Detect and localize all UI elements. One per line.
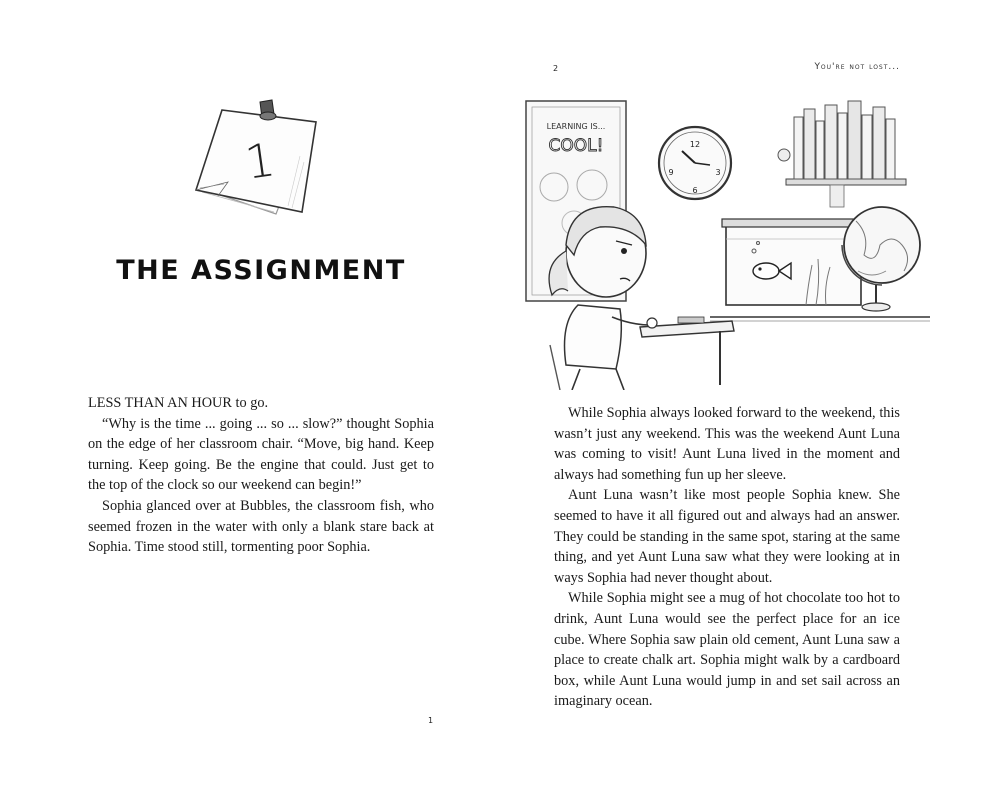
clock-number: 9 — [668, 168, 674, 177]
clock-number: 12 — [689, 140, 701, 149]
page-number: 2 — [553, 64, 559, 73]
chapter-number: 1 — [241, 132, 279, 190]
right-page — [500, 0, 1000, 800]
clock-number: 6 — [692, 186, 698, 195]
poster-line-2: COOL! — [548, 136, 604, 156]
page-number: 1 — [428, 716, 434, 725]
clock-number: 3 — [715, 168, 721, 177]
paragraph: While Sophia always looked forward to the weekend, this wasn’t just any weekend. This was the weekend Aunt Luna was coming to visit! Aunt Luna lived in the moment and always had something fun up her sleeve. — [554, 405, 900, 483]
left-body-text — [88, 393, 434, 558]
classroom-illustration — [520, 95, 930, 390]
paragraph: Sophia glanced over at Bubbles, the classroom fish, who seemed frozen in the water with only a blank stare back at Sophia. Time stood still, tormenting poor Sophia. — [88, 497, 434, 556]
paragraph: Aunt Luna wasn’t like most people Sophia knew. She seemed to have it all figured out and always had an answer. They could be standing in the same spot, staring at the same thing, and yet Aunt Luna saw what they were looking at in ways Sophia had never thought about. — [554, 487, 900, 586]
right-body-text — [554, 403, 900, 712]
chapter-title: THE ASSIGNMENT — [116, 255, 406, 286]
poster-line-1: LEARNING IS... — [546, 122, 606, 131]
clock-icon — [659, 127, 731, 199]
bookshelf — [778, 101, 906, 207]
opening-paragraph — [88, 393, 434, 414]
fish-tank — [722, 219, 865, 305]
paragraph: While Sophia might see a mug of hot chocolate too hot to drink, Aunt Luna would see the perfect place for an ice cube. Where Sophia saw plain old cement, Aunt Luna saw a place to create chalk art. Sophia might walk by a cardboard box, while Aunt Luna would jump in and set sail across an imaginary ocean. — [554, 590, 900, 710]
running-head: You're not lost... — [814, 62, 900, 72]
paragraph: “Why is the time ... going ... so ... slow?” thought Sophia on the edge of her classroom chair. “Move, big hand. Keep turning. Keep going. Be the engine that could. Just get to the top of the clock so our weekend can begin!” — [88, 415, 434, 494]
opening-rest: to go. — [231, 395, 269, 411]
opening-lead: LESS THAN AN HOUR — [88, 395, 232, 411]
